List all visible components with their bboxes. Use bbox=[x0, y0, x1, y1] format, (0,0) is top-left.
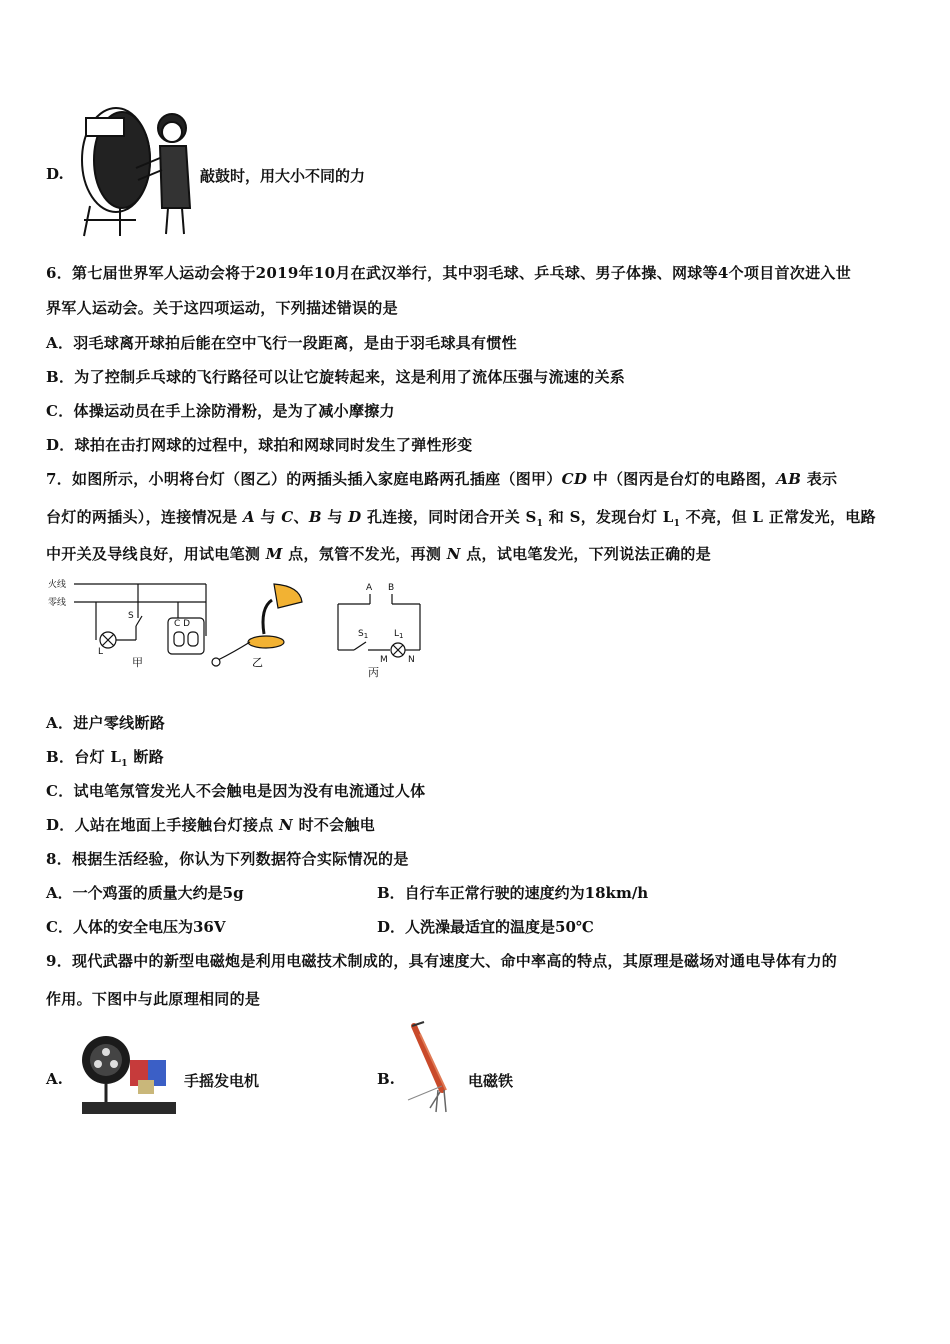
q6-option-c: C．体操运动员在手上涂防滑粉，是为了减小摩擦力 bbox=[46, 402, 395, 420]
q8-option-a: A．一个鸡蛋的质量大约是5g bbox=[46, 884, 244, 902]
q6-option-d: D．球拍在击打网球的过程中，球拍和网球同时发生了弹性形变 bbox=[46, 436, 473, 454]
q7-stem-line1: 7．如图所示，小明将台灯（图乙）的两插头插入家庭电路两孔插座（图甲）CD 中（图丙是台灯的电路图，AB 表示 bbox=[46, 470, 838, 488]
lamp-l1-label: $L_1$ bbox=[394, 629, 404, 640]
plug-a-label: A bbox=[366, 583, 373, 593]
q7-stem-line2: 台灯的两插头），连接情况是 A 与 C、B 与 D 孔连接，同时闭合开关 $S_1$ 和 S，发现台灯 $L_1$ 不亮，但 L 正常发光，电路 bbox=[46, 508, 876, 529]
q9-option-a-text: 手摇发电机 bbox=[184, 1072, 260, 1090]
q7-stem-line3: 中开关及导线良好，用试电笔测 M 点，氖管不发光，再测 N 点，试电笔发光，下列说法正确的是 bbox=[46, 545, 712, 563]
fire-wire-label: 火线 bbox=[48, 580, 67, 590]
q6-stem-line2: 界军人运动会。关于这四项运动，下列描述错误的是 bbox=[46, 299, 398, 317]
q7-option-d: D．人站在地面上手接触台灯接点 N 时不会触电 bbox=[46, 816, 376, 834]
q7-option-a: A．进户零线断路 bbox=[46, 714, 166, 732]
q9-option-b-label: B. bbox=[377, 1070, 395, 1088]
q8-option-b: B．自行车正常行驶的速度约为18km/h bbox=[377, 884, 649, 902]
q9-option-a-label: A. bbox=[46, 1070, 63, 1088]
lamp-l-label: L bbox=[98, 647, 104, 657]
q9-option-b-text: 电磁铁 bbox=[468, 1072, 514, 1090]
q5-option-d-text: 敲鼓时，用大小不同的力 bbox=[200, 167, 366, 185]
q8-stem: 8．根据生活经验，你认为下列数据符合实际情况的是 bbox=[46, 850, 409, 868]
point-m-label: M bbox=[380, 655, 388, 665]
q7-option-b: B．台灯 $L_1$ 断路 bbox=[46, 748, 164, 769]
switch-s-label: S bbox=[128, 611, 134, 621]
figure-jia-caption: 甲 bbox=[132, 656, 143, 669]
figure-bing-caption: 丙 bbox=[368, 666, 379, 679]
drum-figure bbox=[76, 98, 198, 238]
hand-generator-image bbox=[78, 1030, 180, 1118]
socket-cd-label: C D bbox=[174, 619, 191, 629]
q9-stem-line1: 9．现代武器中的新型电磁炮是利用电磁技术制成的，具有速度大、命中率高的特点，其原理是磁场对通电导体有力的 bbox=[46, 952, 838, 970]
q7-option-c: C．试电笔氖管发光人不会触电是因为没有电流通过人体 bbox=[46, 782, 426, 800]
electromagnet-image bbox=[402, 1020, 466, 1120]
q8-option-d: D．人洗澡最适宜的温度是50℃ bbox=[377, 918, 594, 936]
plug-b-label: B bbox=[388, 583, 395, 593]
switch-s1-label: $S_1$ bbox=[358, 629, 369, 640]
q9-stem-line2: 作用。下图中与此原理相同的是 bbox=[46, 990, 261, 1008]
q6-stem-line1: 6．第七届世界军人运动会将于2019年10月在武汉举行，其中羽毛球、乒乓球、男子体操、网球等4个项目首次进入世 bbox=[46, 264, 852, 282]
point-n-label: N bbox=[408, 655, 415, 665]
q7-figure-jia bbox=[46, 578, 216, 670]
q8-option-c: C．人体的安全电压为36V bbox=[46, 918, 226, 936]
figure-yi-caption: 乙 bbox=[252, 656, 263, 669]
q6-option-a: A．羽毛球离开球拍后能在空中飞行一段距离，是由于羽毛球具有惯性 bbox=[46, 334, 517, 352]
q6-option-b: B．为了控制乒乓球的飞行路径可以让它旋转起来，这是利用了流体压强与流速的关系 bbox=[46, 368, 626, 386]
q7-figure-bing bbox=[332, 578, 428, 682]
q7-figure-yi bbox=[204, 578, 308, 670]
q5-option-d-label: D. bbox=[46, 165, 64, 183]
neutral-wire-label: 零线 bbox=[48, 598, 67, 608]
